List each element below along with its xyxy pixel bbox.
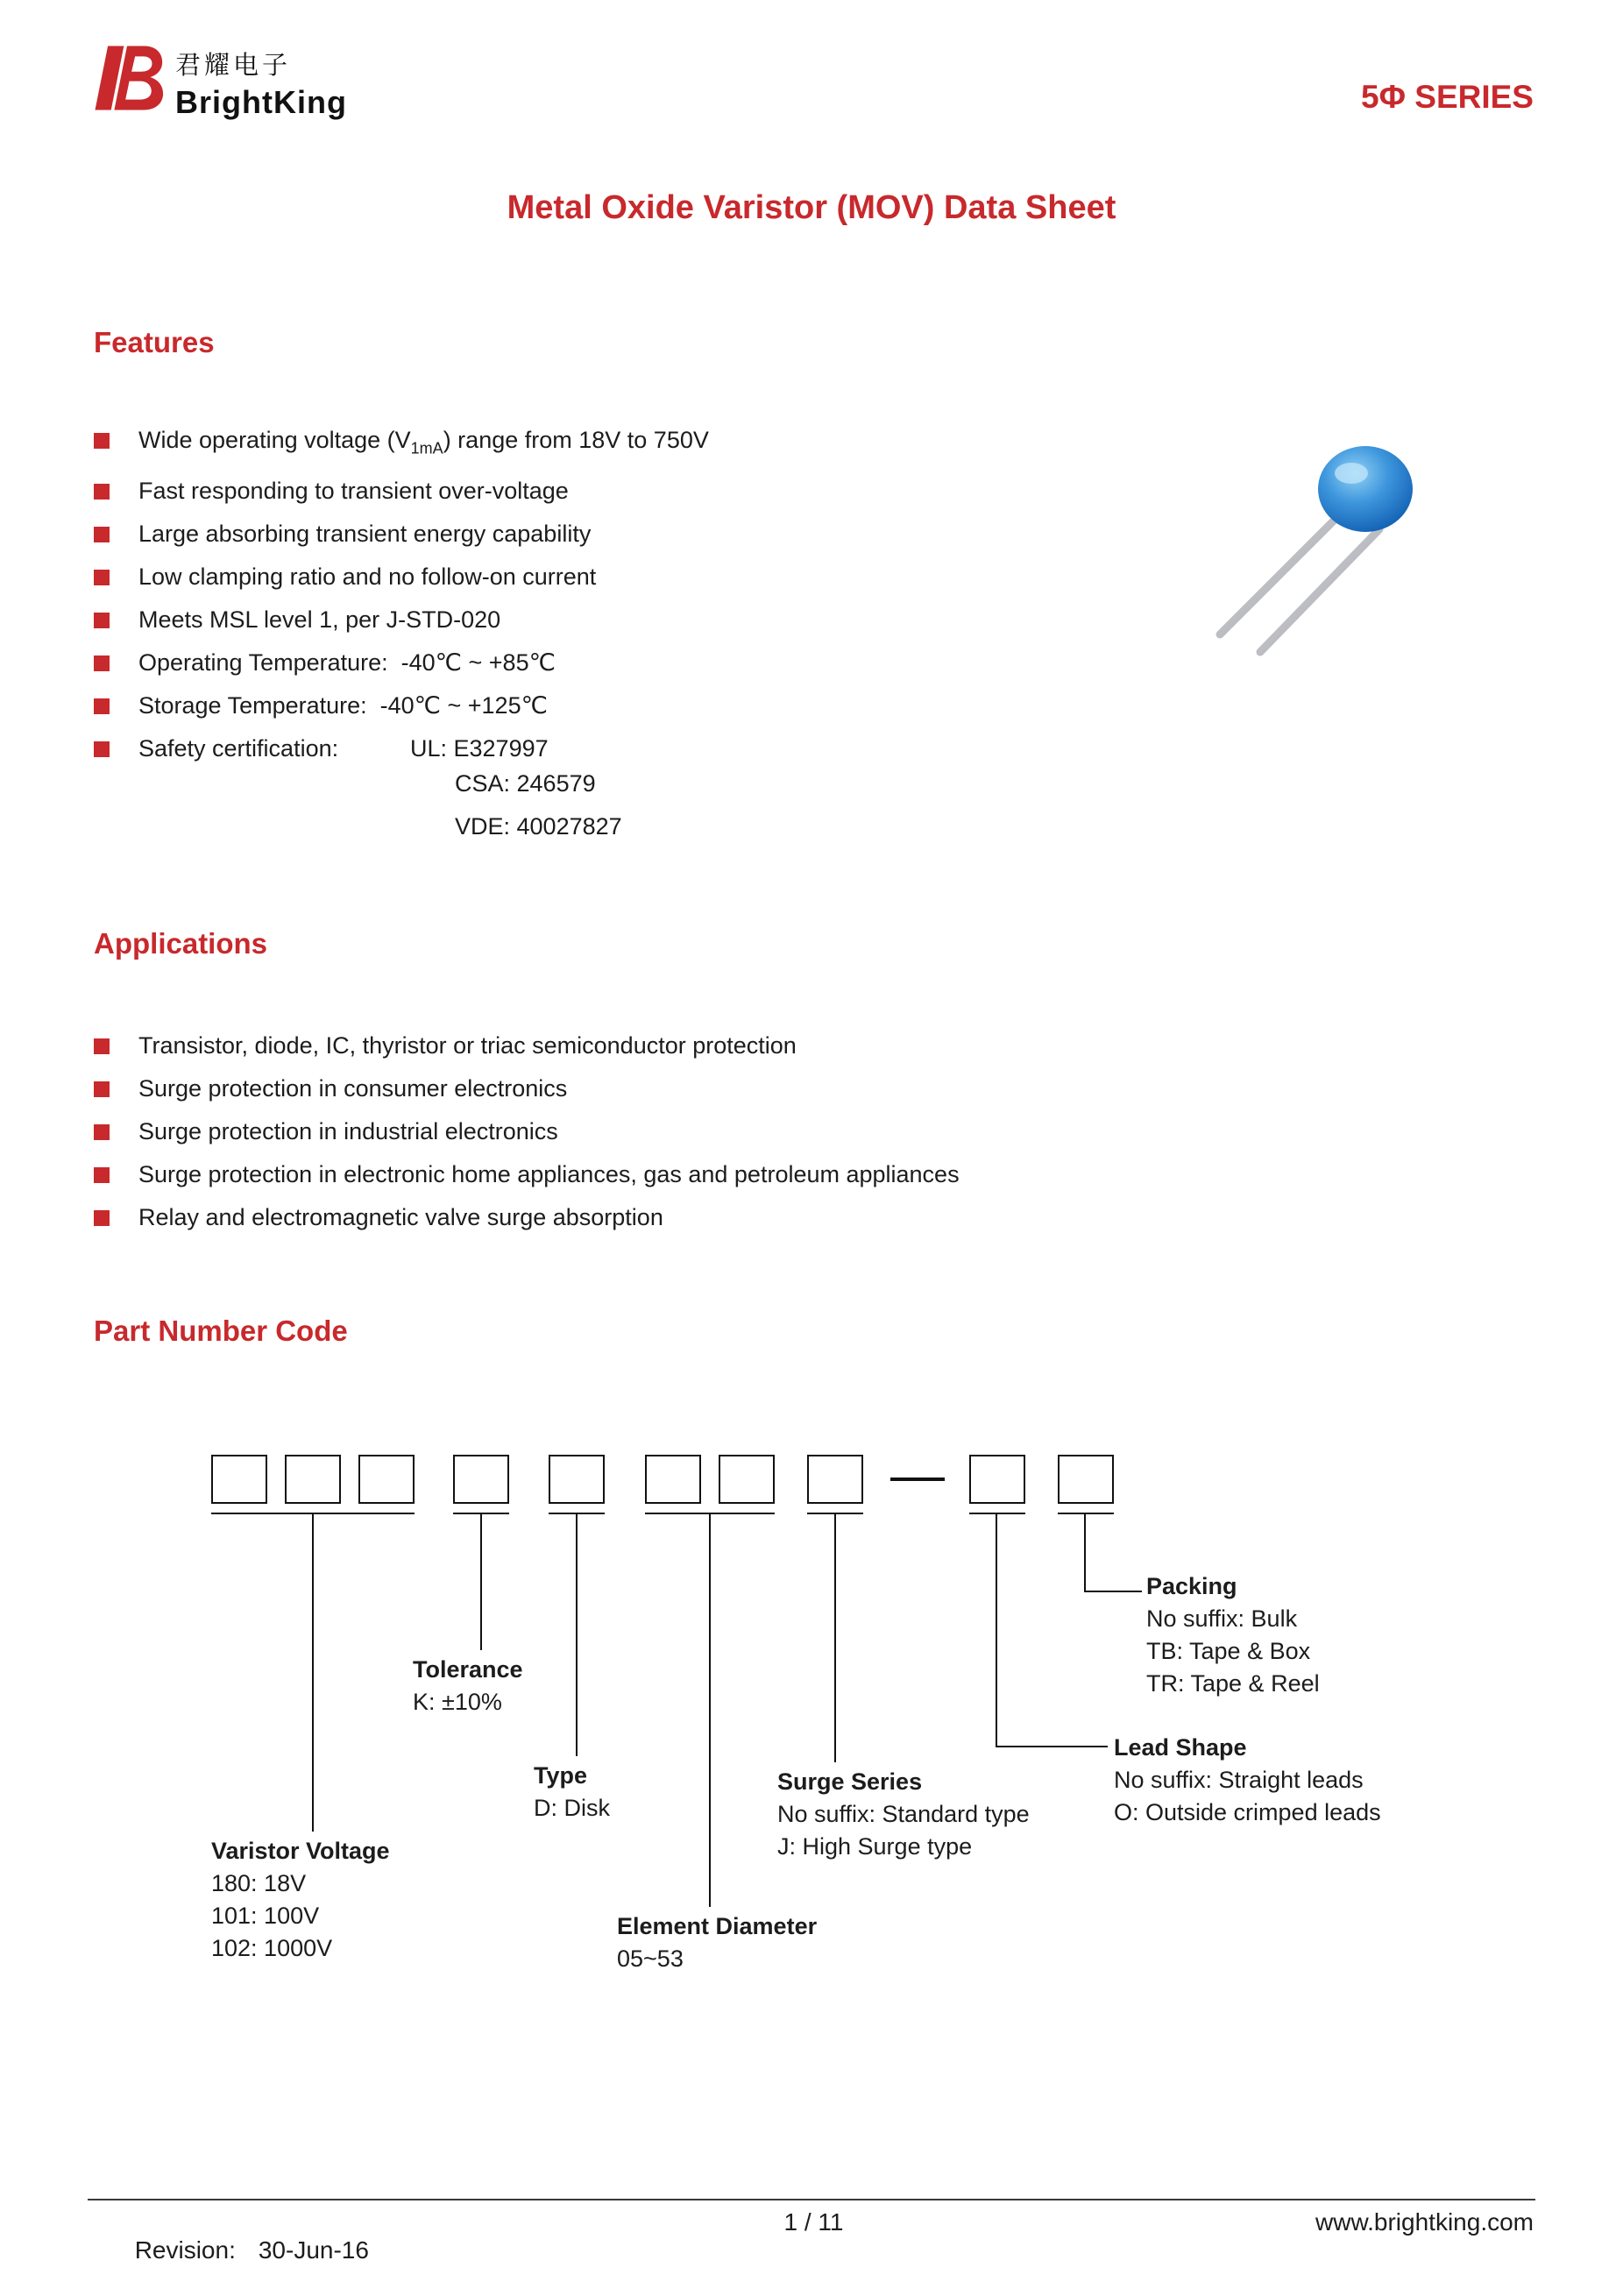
pn-box-tolerance (453, 1455, 509, 1504)
brand-name-chinese: 君耀电子 (175, 52, 292, 80)
application-text: Surge protection in electronic home appliances, gas and petroleum appliances (138, 1161, 960, 1187)
feature-text: Meets MSL level 1, per J-STD-020 (138, 606, 501, 634)
pn-label-title: Varistor Voltage (211, 1838, 390, 1864)
series-label: 5Φ SERIES (1361, 79, 1534, 115)
bullet-square-icon (94, 1038, 110, 1054)
connector-diameter (709, 1513, 711, 1907)
bullet-square-icon (94, 527, 110, 542)
application-item (94, 1196, 1215, 1239)
feature-item (94, 513, 1215, 556)
connector-voltage (312, 1513, 314, 1832)
application-text: Surge protection in consumer electronics (138, 1075, 568, 1102)
bullet-square-icon (94, 570, 110, 585)
connector-lead-shape-h (996, 1746, 1108, 1747)
pn-box-voltage-2 (285, 1455, 341, 1504)
connector-lead-shape-v (996, 1513, 997, 1747)
feature-text: Wide operating voltage (V (138, 427, 411, 453)
pn-label-title: Surge Series (777, 1768, 923, 1795)
application-item (94, 1024, 1215, 1067)
pn-label-line: TB: Tape & Box (1146, 1638, 1311, 1664)
applications-list (94, 1024, 1215, 1239)
features-heading: Features (94, 326, 215, 358)
bullet-square-icon (94, 1167, 110, 1183)
application-item (94, 1153, 1215, 1196)
feature-text: Low clamping ratio and no follow-on current (138, 563, 597, 591)
features-list (94, 419, 1215, 770)
feature-text: Storage Temperature: -40℃ ~ +125℃ (138, 692, 548, 719)
revision-label: Revision: (134, 2236, 236, 2264)
bullet-square-icon (94, 698, 110, 714)
brand-block (175, 46, 347, 121)
pn-box-voltage-1 (211, 1455, 267, 1504)
underline-packing (1058, 1513, 1114, 1514)
connector-packing-h (1084, 1591, 1142, 1592)
part-number-diagram (0, 1455, 1623, 2156)
feature-text: Large absorbing transient energy capability (138, 521, 592, 548)
part-number-code-heading: Part Number Code (94, 1315, 348, 1347)
bullet-square-icon (94, 1210, 110, 1226)
connector-packing-v (1084, 1513, 1086, 1592)
pn-label-line: K: ±10% (413, 1689, 502, 1715)
feature-subscript: 1mA (410, 439, 443, 457)
feature-item (94, 684, 1215, 727)
application-text: Surge protection in industrial electronics (138, 1118, 558, 1144)
pn-label-lead-shape (1114, 1732, 1381, 1829)
pn-box-packing (1058, 1455, 1114, 1504)
bullet-square-icon (94, 1081, 110, 1097)
feature-text: Fast responding to transient over-voltage (138, 478, 569, 505)
pn-label-line: No suffix: Straight leads (1114, 1767, 1364, 1793)
feature-item (94, 419, 1215, 470)
varistor-photo (1202, 419, 1465, 682)
pn-label-line: No suffix: Bulk (1146, 1605, 1298, 1632)
application-text: Transistor, diode, IC, thyristor or triac semiconductor protection (138, 1032, 797, 1059)
bullet-square-icon (94, 613, 110, 628)
applications-heading: Applications (94, 927, 268, 960)
brand-name-english: BrightKing (175, 84, 347, 120)
pn-box-surge (807, 1455, 863, 1504)
bullet-square-icon (94, 741, 110, 757)
pn-label-line: J: High Surge type (777, 1833, 973, 1860)
safety-continuation (94, 762, 1215, 848)
bullet-square-icon (94, 433, 110, 449)
page-number: 1 / 11 (783, 2208, 844, 2236)
pn-label-title: Tolerance (413, 1656, 523, 1683)
underline-lead-shape (969, 1513, 1025, 1514)
connector-type (576, 1513, 578, 1756)
feature-item (94, 556, 1215, 599)
pn-label-title: Type (534, 1762, 588, 1789)
pn-label-type (534, 1760, 610, 1825)
footer-divider (88, 2199, 1535, 2200)
website-url: www.brightking.com (1315, 2208, 1534, 2236)
safety-certification-csa: CSA: 246579 (455, 770, 596, 797)
bullet-square-icon (94, 1124, 110, 1140)
pn-label-tolerance (413, 1654, 523, 1718)
brightking-logo-icon (90, 40, 164, 116)
pn-box-lead-shape (969, 1455, 1025, 1504)
pn-label-line: O: Outside crimped leads (1114, 1799, 1381, 1825)
application-item (94, 1067, 1215, 1110)
safety-certification-ul: UL: E327997 (410, 735, 549, 762)
pn-box-diameter-2 (719, 1455, 775, 1504)
pn-label-surge-series (777, 1766, 1030, 1863)
connector-tolerance (480, 1513, 482, 1650)
pn-box-type (549, 1455, 605, 1504)
pn-box-voltage-3 (358, 1455, 415, 1504)
pn-label-line: 05~53 (617, 1945, 684, 1972)
feature-text: Operating Temperature: -40℃ ~ +85℃ (138, 649, 556, 677)
pn-label-title: Element Diameter (617, 1913, 818, 1939)
application-item (94, 1110, 1215, 1153)
page-title: Metal Oxide Varistor (MOV) Data Sheet (507, 189, 1116, 226)
pn-label-line: 180: 18V (211, 1870, 307, 1896)
pn-label-line: 101: 100V (211, 1903, 320, 1929)
feature-text: ) range from 18V to 750V (443, 427, 709, 453)
pn-label-line: D: Disk (534, 1795, 610, 1821)
connector-surge (834, 1513, 836, 1762)
safety-label: Safety certification: (138, 735, 339, 762)
application-text: Relay and electromagnetic valve surge absorption (138, 1204, 663, 1230)
revision-date: 30-Jun-16 (258, 2236, 369, 2264)
pn-label-element-diameter (617, 1910, 817, 1975)
bullet-square-icon (94, 484, 110, 500)
pn-label-title: Lead Shape (1114, 1734, 1247, 1761)
safety-certification-vde: VDE: 40027827 (455, 813, 622, 840)
pn-label-varistor-voltage (211, 1835, 390, 1965)
pn-label-title: Packing (1146, 1573, 1237, 1599)
pn-label-line: No suffix: Standard type (777, 1801, 1030, 1827)
pn-label-packing (1146, 1570, 1320, 1700)
feature-item (94, 599, 1215, 641)
pn-box-diameter-1 (645, 1455, 701, 1504)
feature-item (94, 641, 1215, 684)
bullet-square-icon (94, 655, 110, 671)
pn-label-line: 102: 1000V (211, 1935, 333, 1961)
pn-label-line: TR: Tape & Reel (1146, 1670, 1320, 1697)
dash-separator (890, 1478, 945, 1481)
feature-item (94, 470, 1215, 513)
